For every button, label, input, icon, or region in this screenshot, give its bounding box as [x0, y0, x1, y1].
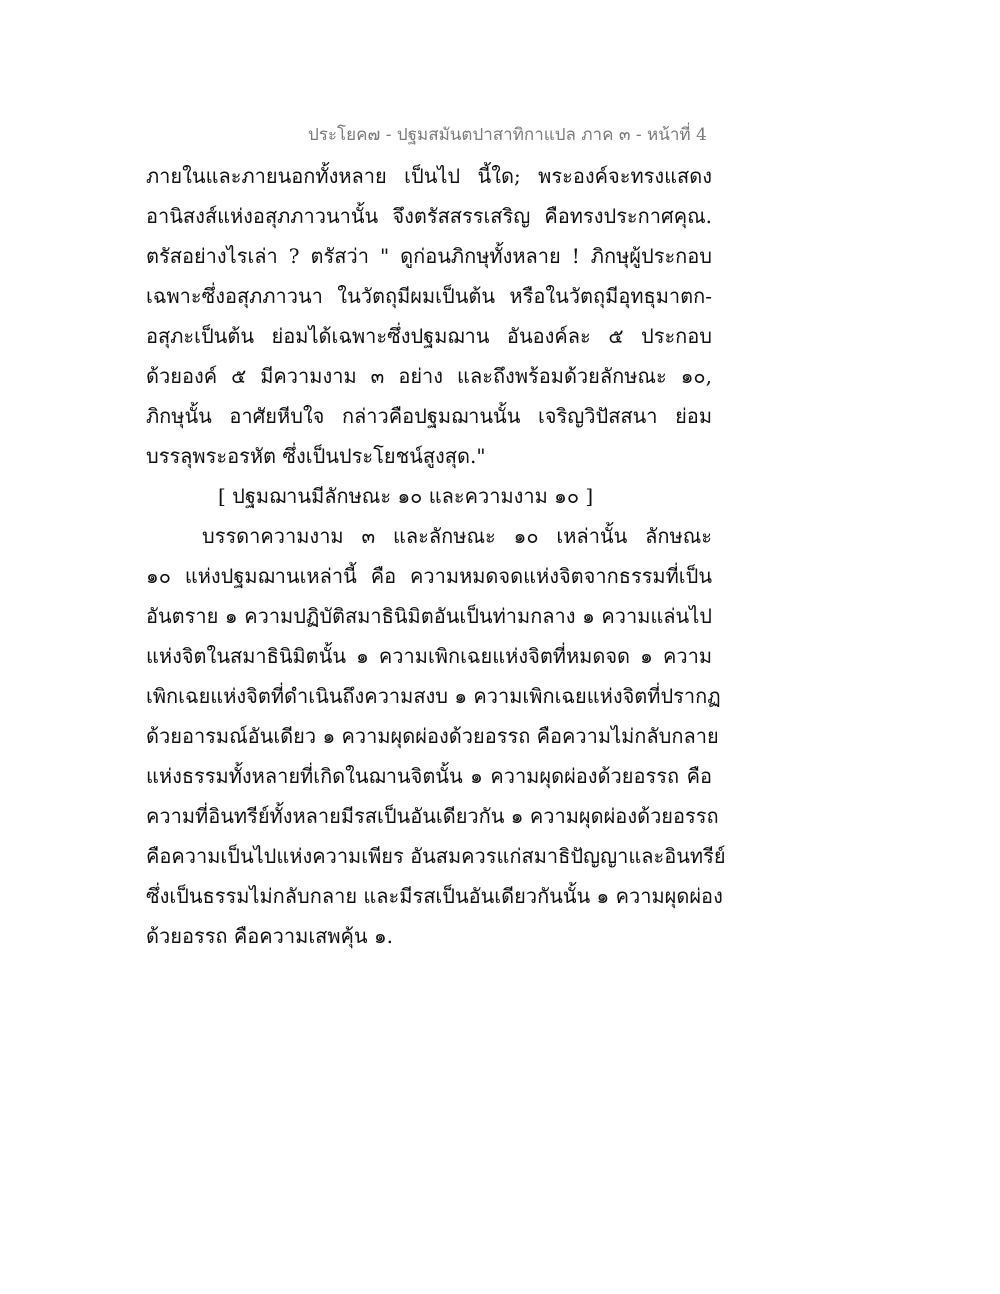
text-line: อานิสงส์แห่งอสุภภาวนานั้น จึงตรัสสรรเสริญ คือทรงประกาศคุณ.: [146, 204, 712, 228]
text-line: ภิกษุนั้น อาศัยหีบใจ กล่าวคือปฐมฌานนั้น เจริญวิปัสสนา ย่อม: [146, 404, 712, 428]
text-line: ความที่อินทรีย์ทั้งหลายมีรสเป็นอันเดียวกัน ๑ ความผุดผ่องด้วยอรรถ: [146, 804, 719, 828]
text-line: เฉพาะซึ่งอสุภภาวนา ในวัตถุมีผมเป็นต้น หรือในวัตถุมีอุทธุมาตก-: [146, 284, 712, 308]
text-line: ด้วยองค์ ๕ มีความงาม ๓ อย่าง และถึงพร้อมด้วยลักษณะ ๑๐,: [146, 364, 712, 388]
text-line: บรรดาความงาม ๓ และลักษณะ ๑๐ เหล่านั้น ลักษณะ: [202, 524, 712, 548]
text-line: อันตราย ๑ ความปฏิบัติสมาธินิมิตอันเป็นท่ามกลาง ๑ ความแล่นไป: [146, 604, 712, 628]
section-heading: [ ปฐมฌานมีลักษณะ ๑๐ และความงาม ๑๐ ]: [218, 484, 594, 508]
text-line: ด้วยอรรถ คือความเสพคุ้น ๑.: [146, 924, 394, 948]
text-line: คือความเป็นไปแห่งความเพียร อันสมควรแก่สมาธิปัญญาและอินทรีย์: [146, 844, 726, 868]
text-line: ภายในและภายนอกทั้งหลาย เป็นไป นี้ใด; พระองค์จะทรงแสดง: [146, 164, 712, 188]
text-line: แห่งธรรมทั้งหลายที่เกิดในฌานจิตนั้น ๑ ความผุดผ่องด้วยอรรถ คือ: [146, 764, 712, 788]
text-line: ด้วยอารมณ์อันเดียว ๑ ความผุดผ่องด้วยอรรถ คือความไม่กลับกลาย: [146, 724, 719, 748]
text-line: เพิกเฉยแห่งจิตที่ดำเนินถึงความสงบ ๑ ความเพิกเฉยแห่งจิตที่ปรากฏ: [146, 684, 721, 708]
text-line: ตรัสอย่างไรเล่า ? ตรัสว่า " ดูก่อนภิกษุทั้งหลาย ! ภิกษุผู้ประกอบ: [146, 244, 712, 268]
text-line: ซึ่งเป็นธรรมไม่กลับกลาย และมีรสเป็นอันเดียวกันนั้น ๑ ความผุดผ่อง: [146, 884, 723, 908]
page-header: ประโยค๗ - ปฐมสมันตปาสาทิกาแปล ภาค ๓ - หน้าที่ 4: [308, 125, 707, 145]
document-body: [146, 156, 726, 956]
text-line: บรรลุพระอรหัต ซึ่งเป็นประโยชน์สูงสุด.": [146, 444, 486, 468]
text-line: อสุภะเป็นต้น ย่อมได้เฉพาะซึ่งปฐมฌาน อันองค์ละ ๕ ประกอบ: [146, 324, 712, 348]
text-line: แห่งจิตในสมาธินิมิตนั้น ๑ ความเพิกเฉยแห่งจิตที่หมดจด ๑ ความ: [146, 644, 712, 668]
text-line: ๑๐ แห่งปฐมฌานเหล่านี้ คือ ความหมดจดแห่งจิตจากธรรมที่เป็น: [146, 564, 712, 588]
